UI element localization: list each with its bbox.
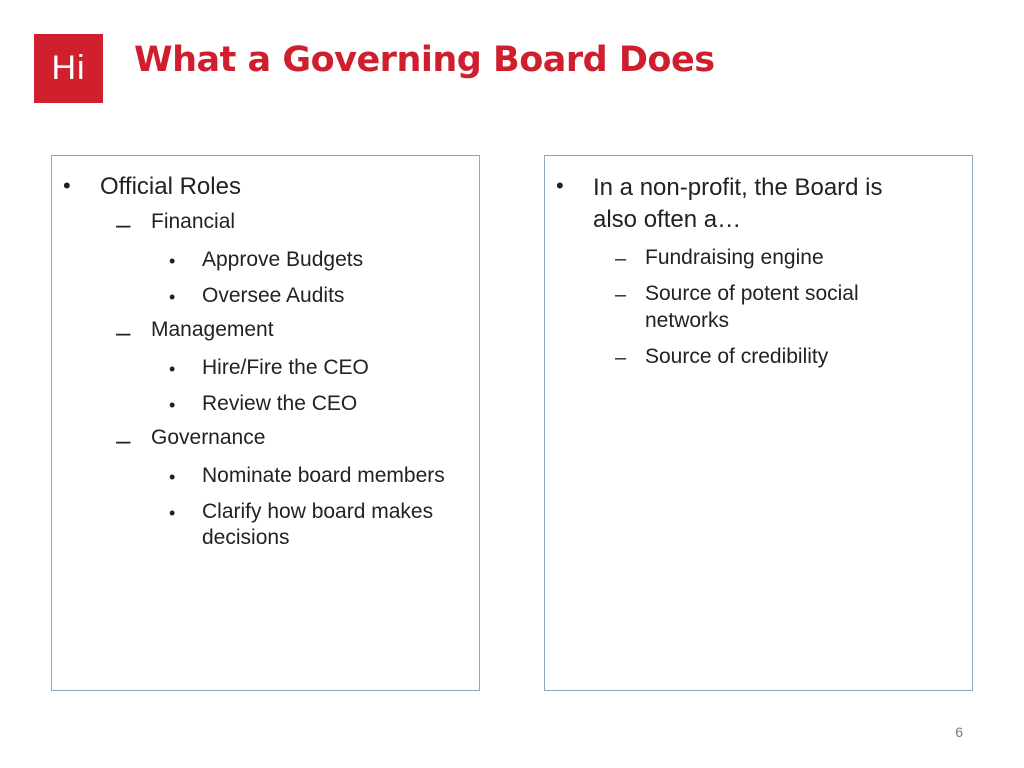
logo-text: Hi — [51, 49, 86, 87]
list-item-label-continued: also often a… — [593, 206, 742, 233]
bullet-icon: • — [63, 173, 71, 198]
list-item-label: Clarify how board makes — [202, 500, 434, 523]
dash-icon: – — [116, 209, 131, 239]
slide-title: What a Governing Board Does — [134, 40, 715, 80]
logo — [34, 34, 103, 103]
list-item-label: Financial — [151, 210, 236, 233]
list-item-label: Oversee Audits — [202, 284, 345, 307]
list-item-label: Source of credibility — [645, 345, 829, 368]
dash-icon: – — [615, 347, 627, 369]
bullet-icon: • — [169, 251, 176, 271]
dash-icon: – — [116, 317, 131, 347]
list-item-label: Hire/Fire the CEO — [202, 356, 369, 379]
list-item-label-continued: decisions — [202, 526, 290, 549]
list-item-label: Approve Budgets — [202, 248, 364, 271]
list-item-label: In a non-profit, the Board is — [593, 174, 883, 201]
list-item-label: Review the CEO — [202, 392, 358, 415]
dash-icon: – — [615, 248, 627, 270]
list-item-label: Source of potent social — [645, 282, 859, 305]
list-item-label-continued: networks — [645, 309, 730, 332]
list-item-label: Management — [151, 318, 274, 341]
bullet-icon: • — [169, 467, 176, 487]
bullet-icon: • — [169, 503, 176, 523]
bullet-icon: • — [556, 173, 564, 198]
bullet-icon: • — [169, 359, 176, 379]
list-item-label: Official Roles — [100, 173, 241, 200]
right-panel — [544, 155, 973, 691]
dash-icon: – — [116, 425, 131, 455]
list-item-label: Governance — [151, 426, 266, 449]
dash-icon: – — [615, 284, 627, 306]
left-panel — [51, 155, 480, 691]
page-number: 6 — [955, 724, 963, 740]
list-item-label: Nominate board members — [202, 464, 445, 487]
bullet-icon: • — [169, 395, 176, 415]
list-item-label: Fundraising engine — [645, 246, 824, 269]
bullet-icon: • — [169, 287, 176, 307]
